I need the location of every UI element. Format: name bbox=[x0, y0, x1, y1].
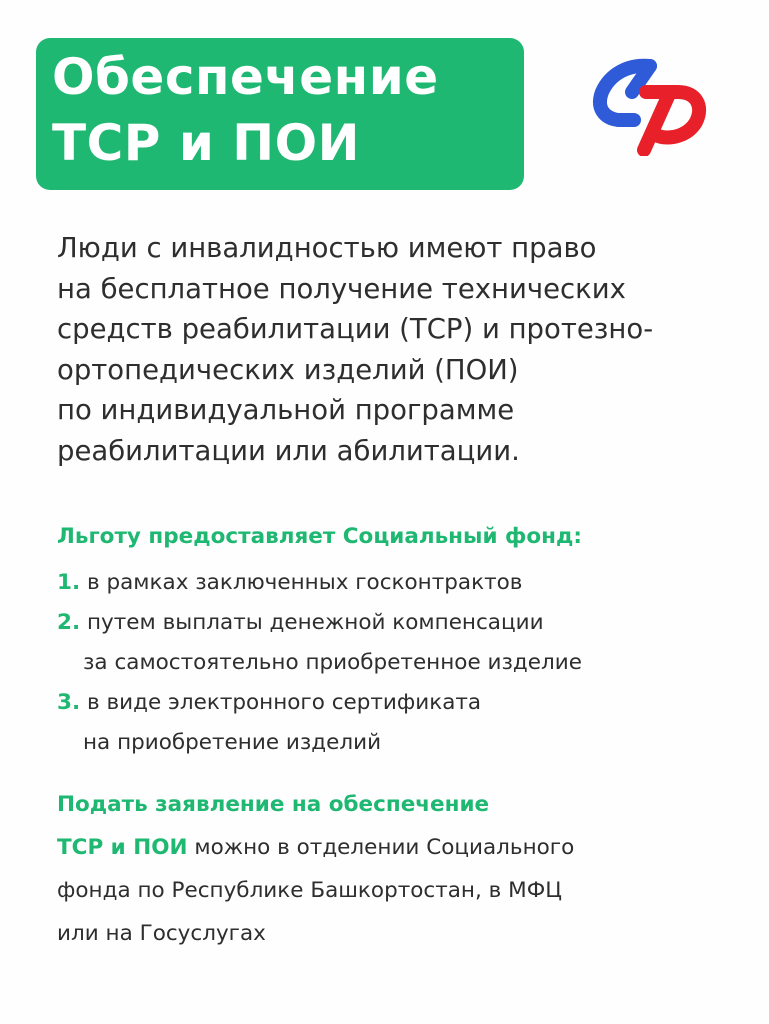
apply-heading-line2: ТСР и ПОИ bbox=[57, 835, 188, 860]
list-item-text: в рамках заключенных госконтрактов bbox=[86, 570, 523, 595]
benefits-heading: Льготу предоставляет Социальный фонд: bbox=[57, 524, 582, 549]
list-item-text: в виде электронного сертификата bbox=[86, 690, 482, 715]
list-item bbox=[57, 563, 747, 603]
list-item-continuation: за самостоятельно приобретенное изделие bbox=[83, 650, 582, 675]
page-title-line2: ТСР и ПОИ bbox=[52, 114, 360, 172]
apply-paragraph bbox=[57, 783, 747, 955]
apply-text: можно в отделении Социального bbox=[187, 835, 575, 860]
intro-line: реабилитации или абилитации. bbox=[57, 434, 520, 467]
intro-paragraph bbox=[57, 228, 747, 471]
page-title-line1: Обеспечение bbox=[52, 48, 439, 106]
intro-line: Люди с инвалидностью имеют право bbox=[57, 232, 597, 264]
list-item-text: путем выплаты денежной компенсации bbox=[86, 610, 544, 635]
apply-text: или на Госуслугах bbox=[57, 921, 266, 946]
list-item-number: 3. bbox=[57, 690, 81, 715]
page-title bbox=[52, 44, 439, 176]
list-item-number: 1. bbox=[57, 570, 81, 595]
list-item-continuation: на приобретение изделий bbox=[83, 730, 382, 755]
apply-heading-line1: Подать заявление на обеспечение bbox=[57, 792, 490, 817]
sfr-logo-icon bbox=[588, 52, 712, 156]
list-item bbox=[57, 683, 747, 763]
apply-text: фонда по Республике Башкортостан, в МФЦ bbox=[57, 878, 562, 903]
list-item-number: 2. bbox=[57, 610, 81, 635]
intro-line: ортопедических изделий (ПОИ) bbox=[57, 353, 519, 386]
intro-line: средств реабилитации (ТСР) и протезно- bbox=[57, 313, 654, 345]
benefits-list bbox=[57, 563, 747, 763]
intro-line: по индивидуальной программе bbox=[57, 394, 515, 426]
intro-line: на бесплатное получение технических bbox=[57, 272, 626, 305]
list-item bbox=[57, 603, 747, 683]
